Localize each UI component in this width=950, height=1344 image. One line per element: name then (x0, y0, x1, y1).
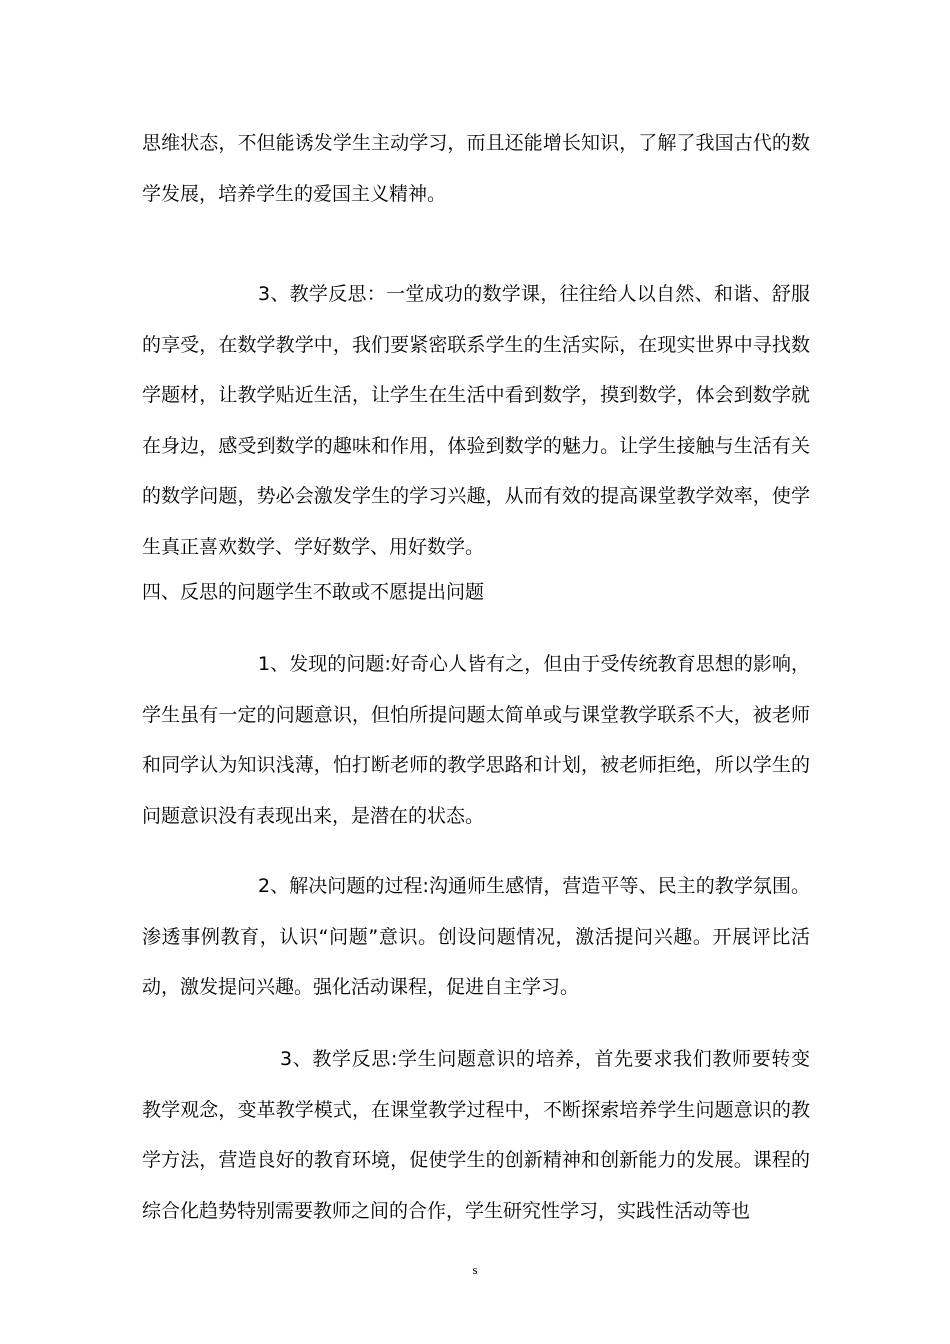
paragraph-discovered-problem-1: 1、发现的问题:好奇心人皆有之，但由于受传统教育思想的影响，学生虽有一定的问题意识，但怕所提问题太简单或与课堂教学联系不大，被老师和同学认为知识浅薄，怕打断老师的教学思路和计划，被老师拒绝，所以学生的问题意识没有表现出来，是潜在的状态。 (142, 653, 810, 827)
page-footer-marker: s (472, 1262, 478, 1277)
section-heading-4: 四、反思的问题学生不敢或不愿提出问题 (142, 581, 485, 603)
paragraph-teaching-reflection-3: 3、教学反思：一堂成功的数学课，往往给人以自然、和谐、舒服的享受，在数学教学中，我们要紧密联系学生的生活实际，在现实世界中寻找数学题材，让教学贴近生活，让学生在生活中看到数学，摸到数学，体会到数学就在身边，感受到数学的趣味和作用，体验到数学的魅力。让学生接触与生活有关的数学问题，势必会激发学生的学习兴趣，从而有效的提高课堂教学效率，使学生真正喜欢数学、学好数学、用好数学。 (142, 283, 810, 558)
paragraph-solving-process-2: 2、解决问题的过程:沟通师生感情，营造平等、民主的教学氛围。渗透事例教育，认识“问题”意识。创设问题情况，激活提问兴趣。开展评比活动，激发提问兴趣。强化活动课程，促进自主学习。 (142, 875, 810, 998)
paragraph-continuation: 思维状态，不但能诱发学生主动学习，而且还能增长知识，了解了我国古代的数学发展，培养学生的爱国主义精神。 (142, 132, 810, 205)
paragraph-teaching-reflection-3b: 3、教学反思:学生问题意识的培养，首先要求我们教师要转变教学观念，变革教学模式，在课堂教学过程中，不断探索培养学生问题意识的教学方法，营造良好的教育环境，促使学生的创新精神和创新能力的发展。课程的综合化趋势特别需要教师之间的合作，学生研究性学习，实践性活动等也 (142, 1048, 810, 1222)
